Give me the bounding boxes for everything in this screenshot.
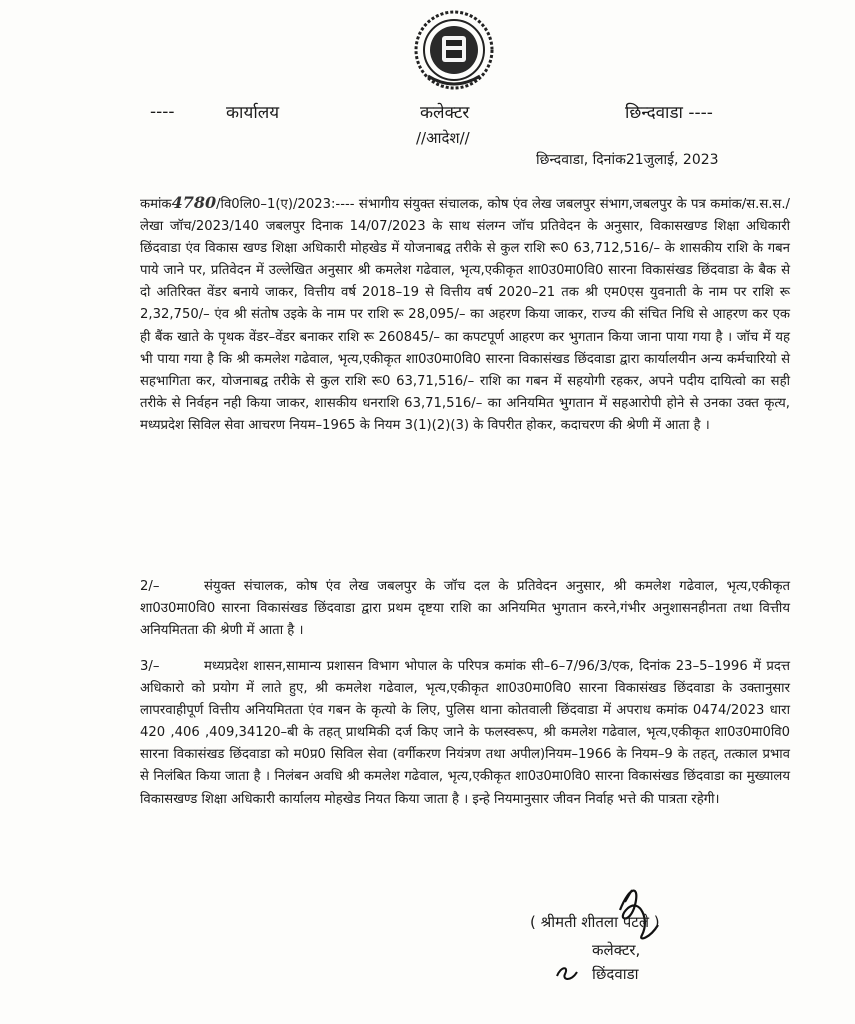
letterhead <box>150 100 740 126</box>
initial-mark-icon <box>553 964 581 984</box>
signatory-name: ( श्रीमती शीतला पटले ) <box>530 913 660 931</box>
order-dateline: छिन्दवाडा, दिनांक21जुलाई, 2023 <box>536 152 719 168</box>
order-ref-prefix: कमांक <box>140 197 172 212</box>
collector-label: कलेक्टर <box>420 103 470 123</box>
state-emblem-seal-icon <box>412 6 496 96</box>
header-dashes-left: ---- <box>150 102 175 122</box>
order-ref-number: 4780 <box>171 193 217 212</box>
signatory-place: छिंदवाडा <box>592 965 639 983</box>
district-label: छिन्दवाडा ---- <box>625 103 713 123</box>
paragraph-3-text: मध्यप्रदेश शासन,सामान्य प्रशासन विभाग भोपाल के परिपत्र कमांक सी–6–7/96/3/एक, दिनांक 23–5–1996 में प्रदत्त अधिकारो को प्रयोग में लाते हुए, श्री कमलेश गढेवाल, भृत्य,एकीकृत शा0उ0मा0वि0 सारना विकासंखड छिंदवाडा के उक्तानुसार लापरवाहीपूर्ण वित्तीय अनियमितता एंव गबन के कृत्यो के लिए, पुलिस थाना कोतवाली छिंदवाडा में अपराध कमांक 0474/2023 धारा 420 ,406 ,409,34120–बी के तहत् प्राथमिकी दर्ज किए जाने के फलस्वरूप, श्री कमलेश गढेवाल, भृत्य,एकीकृत शा0उ0मा0वि0 सारना विकासंखड छिंदवाडा को म0प्र0 सिविल सेवा (वर्गीकरण नियंत्रण तथा अपील)नियम–1966 के नियम–9 के तहत्, तत्काल प्रभाव से निलंबित किया जाता है । निलंबन अवधि श्री कमलेश गढेवाल, भृत्य,एकीकृत शा0उ0मा0वि0 सारना विकासंखड छिंदवाडा का मुख्यालय विकासखण्ड शिक्षा अधिकारी कार्यालय मोहखेड नियत किया जाता है । इन्हे नियमानुसार जीवन निर्वाह भत्ते की पात्रता रहेगी। <box>140 659 790 807</box>
paragraph-2 <box>140 576 790 642</box>
office-label: कार्यालय <box>226 103 280 123</box>
paragraph-2-text: संयुक्त संचालक, कोष एंव लेख जबलपुर के जॉच दल के प्रतिवेदन अनुसार, श्री कमलेश गढेवाल, भृत्य,एकीकृत शा0उ0मा0वि0 सारना विकासंखड छिंदवाडा द्वारा प्रथम दृष्टया राशि का अनियमित भुगतान करने,गंभीर अनुशासनहीनता तथा वित्तीय अनियमितता की श्रेणी में आता है । <box>140 579 790 639</box>
signatory-designation: कलेक्टर, <box>592 941 641 959</box>
order-title: //आदेश// <box>416 129 470 147</box>
paragraph-3-number: 3/– <box>140 659 160 674</box>
paragraph-2-number: 2/– <box>140 579 160 594</box>
paragraph-3 <box>140 656 790 811</box>
order-ref-suffix: /वि0लि0–1(ए)/2023:---- <box>216 197 355 212</box>
paragraph-1 <box>140 192 790 437</box>
paragraph-1-text: संभागीय संयुक्त संचालक, कोष एंव लेख जबलपुर संभाग,जबलपुर के पत्र कमांक/स.स.स./लेखा जॉच/2023/140 जबलपुर दिनाक 14/07/2023 के साथ संलग्न जॉच प्रतिवेदन के अनुसार, विकासखण्ड शिक्षा अधिकारी छिंदवाडा एंव विकास खण्ड शिक्षा अधिकारी मोहखेड में योजनाबद्व तरीके से कुल राशि रू0 63,712,516/– के शासकीय राशि के गबन पाये जाने पर, प्रतिवेदन में उल्लेखित अनुसार श्री कमलेश गढेवाल, भृत्य,एकीकृत शा0उ0मा0वि0 सारना विकासंखड छिंदवाडा के बैक से दो अतिरिक्त वेंडर बनाये जाकर, वित्तीय वर्ष 2018–19 से वित्तीय वर्ष 2020–21 तक श्री एम0एस युवनाती के नाम पर राशि रू 2,32,750/– एंव श्री संतोष उइके के नाम पर राशि रू 28,095/– का अहरण किया जाकर, राज्य की संचित निधि से आहरण कर एक ही बैंक खाते के पृथक वेंडर–वेंडर बनाकर राशि रू 260845/– का कपटपूर्ण आहरण कर भुगतान किया जाना पाया गया है । जॉच में यह भी पाया गया है कि श्री कमलेश गढेवाल, भृत्य,एकीकृत शा0उ0मा0वि0 सारना विकासंखड छिंदवाडा द्वारा कार्यालयीन अन्य कर्मचारियो से सहभागिता कर, योजनाबद्व तरीके से कुल राशि रू0 63,71,516/– राशि का गबन में सहयोगी रहकर, अपने पदीय दायित्वो का सही तरीके से निर्वहन नही किया जाकर, शासकीय धनराशि 63,71,516/– का अनियमित भुगतान में सहआरोपी होने से उनका उक्त कृत्य, मध्यप्रदेश सिविल सेवा आचरण नियम–1965 के नियम 3(1)(2)(3) के विपरीत होकर, कदाचरण की श्रेणी में आता है । <box>140 197 790 433</box>
